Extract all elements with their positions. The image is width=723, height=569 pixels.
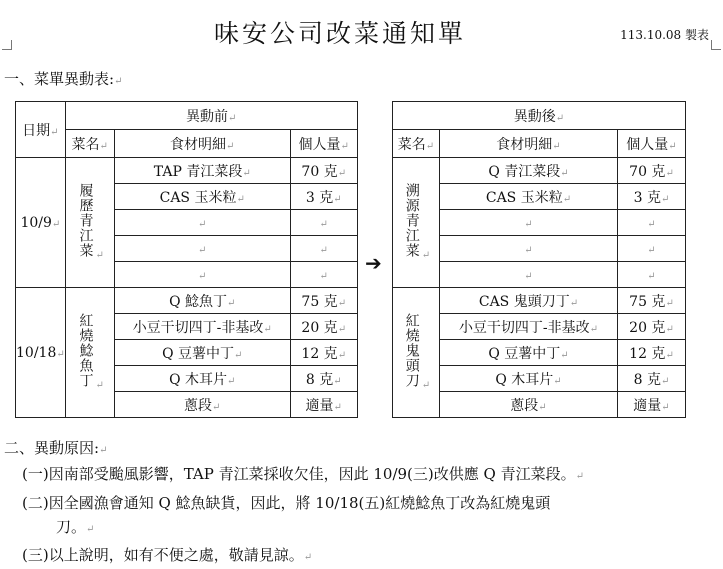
paragraph-mark-icon: ↵ xyxy=(263,323,272,335)
date-cell-text: 10/9 xyxy=(20,214,52,231)
portion-cell-text: 3 克 xyxy=(633,189,661,206)
ingredient-cell xyxy=(440,210,618,236)
ingredient-cell xyxy=(440,184,618,210)
portion-cell xyxy=(290,392,357,418)
portion-cell xyxy=(290,236,357,262)
portion-cell xyxy=(618,340,686,366)
ingredient-cell-text: Q 鯰魚丁 xyxy=(169,293,228,310)
paragraph-mark-icon: ↵ xyxy=(562,193,572,205)
ingredient-cell xyxy=(440,236,618,262)
ingredients-header-cell-text: 食材明細 xyxy=(170,136,227,153)
ingredient-cell-text: TAP 青江菜段 xyxy=(153,163,243,180)
portion-cell-text: 20 克 xyxy=(629,319,666,336)
ingredient-cell-text: Q 豆薯中丁 xyxy=(162,345,235,362)
ingredient-cell-text: CAS 玉米粒 xyxy=(485,189,563,206)
paragraph-mark-icon: ↵ xyxy=(661,401,670,413)
ingredient-cell xyxy=(440,288,618,314)
date-header-cell-text: 日期 xyxy=(22,122,51,139)
paragraph-mark-icon: ↵ xyxy=(569,297,579,309)
date-header-cell xyxy=(16,102,66,158)
paragraph-mark-icon: ↵ xyxy=(236,193,245,205)
before-label-cell xyxy=(65,102,357,130)
ingredient-cell-text: 蔥段 xyxy=(510,397,539,414)
paragraph-mark-icon: ↵ xyxy=(198,218,207,230)
ingredient-cell-text: 蔥段 xyxy=(184,397,213,414)
portion-cell xyxy=(290,184,357,210)
paragraph-mark-icon: ↵ xyxy=(234,349,243,361)
paragraph-mark-icon: ↵ xyxy=(647,244,656,256)
paragraph-mark-icon: ↵ xyxy=(114,76,123,87)
paragraph-mark-icon: ↵ xyxy=(665,323,674,335)
menu-before-table xyxy=(15,101,358,418)
after-label-cell-text: 異動後 xyxy=(513,108,556,125)
reason-item-2-cont: 刀。↵ xyxy=(56,518,95,536)
before-label-cell-text: 異動前 xyxy=(186,108,229,125)
paragraph-mark-icon: ↵ xyxy=(668,140,677,152)
table-row xyxy=(16,158,358,184)
paragraph-mark-icon: ↵ xyxy=(524,218,533,230)
date-cell-text: 10/18 xyxy=(16,344,57,361)
paragraph-mark-icon: ↵ xyxy=(95,250,104,261)
portion-cell xyxy=(290,340,357,366)
right-arrow-icon: ➔ xyxy=(365,251,382,275)
portion-cell xyxy=(290,158,357,184)
portion-cell xyxy=(290,288,357,314)
dish-cell xyxy=(65,158,114,288)
ingredient-cell xyxy=(114,210,290,236)
paragraph-mark-icon: ↵ xyxy=(337,297,347,309)
paragraph-mark-icon: ↵ xyxy=(86,524,95,535)
paragraph-mark-icon: ↵ xyxy=(51,218,61,230)
ingredient-cell xyxy=(114,314,290,340)
portion-cell xyxy=(618,158,686,184)
ingredient-cell-text: 小豆干切四丁-非基改 xyxy=(132,319,264,336)
paragraph-mark-icon: ↵ xyxy=(333,193,342,205)
portion-cell xyxy=(618,210,686,236)
table-row xyxy=(393,288,686,314)
paragraph-mark-icon: ↵ xyxy=(227,375,236,387)
portion-header-cell-text: 個人量 xyxy=(626,136,669,153)
paragraph-mark-icon: ↵ xyxy=(333,375,342,387)
menu-after-table xyxy=(392,101,686,418)
portion-cell xyxy=(290,210,357,236)
ingredient-cell xyxy=(114,158,290,184)
paragraph-mark-icon: ↵ xyxy=(319,218,328,230)
reason-item-3: (三)以上說明，如有不便之處，敬請見諒。↵ xyxy=(22,546,313,564)
paragraph-mark-icon: ↵ xyxy=(303,552,313,563)
table-row xyxy=(16,288,358,314)
ingredient-cell-text: Q 豆薯中丁 xyxy=(488,345,561,362)
paragraph-mark-icon: ↵ xyxy=(337,323,347,335)
ingredient-cell xyxy=(440,158,618,184)
ingredients-header-cell xyxy=(440,130,618,158)
portion-cell-text: 70 克 xyxy=(301,163,338,180)
paragraph-mark-icon: ↵ xyxy=(575,471,584,482)
paragraph-mark-icon: ↵ xyxy=(242,167,251,179)
paragraph-mark-icon: ↵ xyxy=(555,112,565,124)
ingredient-cell-text: 小豆干切四丁-非基改 xyxy=(458,319,590,336)
paragraph-mark-icon: ↵ xyxy=(198,270,207,282)
ingredient-cell xyxy=(114,236,290,262)
paragraph-mark-icon: ↵ xyxy=(665,349,674,361)
portion-cell xyxy=(618,288,686,314)
paragraph-mark-icon: ↵ xyxy=(337,167,347,179)
portion-cell-text: 75 克 xyxy=(301,293,338,310)
ingredient-cell-text: Q 青江菜段 xyxy=(488,163,561,180)
paragraph-mark-icon: ↵ xyxy=(421,380,431,391)
ingredient-cell-text: CAS 鬼頭刀丁 xyxy=(478,293,570,310)
paragraph-mark-icon: ↵ xyxy=(660,193,670,205)
dish-header-cell-text: 菜名 xyxy=(397,136,426,153)
paragraph-mark-icon: ↵ xyxy=(50,126,59,138)
portion-cell xyxy=(618,184,686,210)
paragraph-mark-icon: ↵ xyxy=(553,375,562,387)
ingredient-cell xyxy=(114,392,290,418)
ingredient-cell xyxy=(114,184,290,210)
paragraph-mark-icon: ↵ xyxy=(226,140,235,152)
portion-cell xyxy=(290,314,357,340)
ingredient-cell-text: Q 木耳片 xyxy=(169,371,228,388)
portion-cell xyxy=(618,392,686,418)
ingredient-cell-text: CAS 玉米粒 xyxy=(159,189,237,206)
paragraph-mark-icon: ↵ xyxy=(560,349,569,361)
ingredient-cell xyxy=(440,262,618,288)
ingredient-cell xyxy=(440,340,618,366)
dish-header-cell xyxy=(65,130,114,158)
ingredient-cell xyxy=(114,340,290,366)
paragraph-mark-icon: ↵ xyxy=(228,112,237,124)
portion-cell-text: 70 克 xyxy=(629,163,666,180)
portion-header-cell xyxy=(290,130,357,158)
portion-cell xyxy=(618,314,686,340)
paragraph-mark-icon: ↵ xyxy=(538,401,547,413)
paragraph-mark-icon: ↵ xyxy=(647,270,656,282)
paragraph-mark-icon: ↵ xyxy=(99,140,108,152)
table-row xyxy=(393,158,686,184)
section1-heading: 一、菜單異動表:↵ xyxy=(4,70,123,88)
paragraph-mark-icon: ↵ xyxy=(340,140,349,152)
ingredient-cell xyxy=(440,314,618,340)
paragraph-mark-icon: ↵ xyxy=(524,244,533,256)
paragraph-mark-icon: ↵ xyxy=(660,375,670,387)
paragraph-mark-icon: ↵ xyxy=(589,323,599,335)
dish-cell-text: 紅燒鯰魚丁 xyxy=(77,313,94,388)
paragraph-mark-icon: ↵ xyxy=(425,140,435,152)
portion-cell xyxy=(290,262,357,288)
portion-cell xyxy=(290,366,357,392)
dish-cell xyxy=(393,288,440,418)
dish-cell xyxy=(65,288,114,418)
paragraph-mark-icon: ↵ xyxy=(421,250,431,261)
ingredient-cell xyxy=(440,392,618,418)
section2-heading: 二、異動原因:↵ xyxy=(4,439,108,457)
portion-cell-text: 12 克 xyxy=(301,345,338,362)
paragraph-mark-icon: ↵ xyxy=(227,297,236,309)
after-label-cell xyxy=(393,102,686,130)
ingredients-header-cell-text: 食材明細 xyxy=(496,136,553,153)
paragraph-mark-icon: ↵ xyxy=(337,349,347,361)
portion-cell-text: 8 克 xyxy=(305,371,334,388)
paragraph-mark-icon: ↵ xyxy=(319,244,328,256)
ingredient-cell xyxy=(440,366,618,392)
portion-cell-text: 適量 xyxy=(633,397,662,414)
portion-cell xyxy=(618,236,686,262)
portion-header-cell-text: 個人量 xyxy=(298,136,341,153)
paragraph-mark-icon: ↵ xyxy=(647,218,656,230)
portion-header-cell xyxy=(618,130,686,158)
paragraph-mark-icon: ↵ xyxy=(552,140,561,152)
date-cell xyxy=(16,288,66,418)
dish-cell-text: 紅燒鬼頭刀 xyxy=(403,313,420,388)
ingredient-cell xyxy=(114,262,290,288)
ingredient-cell-text: Q 木耳片 xyxy=(495,371,554,388)
reason-item-1: (一)因南部受颱風影響，TAP 青江菜採收欠佳，因此 10/9(三)改供應 Q 青江菜段。↵ xyxy=(22,465,584,483)
dish-cell-text: 溯源青江菜 xyxy=(403,183,420,258)
portion-cell-text: 適量 xyxy=(305,397,334,414)
dish-cell xyxy=(393,158,440,288)
portion-cell-text: 12 克 xyxy=(629,345,666,362)
paragraph-mark-icon: ↵ xyxy=(665,167,674,179)
paragraph-mark-icon: ↵ xyxy=(333,401,342,413)
dish-header-cell-text: 菜名 xyxy=(71,136,100,153)
portion-cell-text: 75 克 xyxy=(629,293,666,310)
dish-cell-text: 履歷青江菜 xyxy=(77,183,94,258)
portion-cell xyxy=(618,262,686,288)
paragraph-mark-icon: ↵ xyxy=(212,401,221,413)
paragraph-mark-icon: ↵ xyxy=(198,244,207,256)
paragraph-mark-icon: ↵ xyxy=(99,445,108,456)
portion-cell-text: 3 克 xyxy=(305,189,334,206)
portion-cell-text: 8 克 xyxy=(633,371,661,388)
ingredient-cell xyxy=(114,366,290,392)
ingredients-header-cell xyxy=(114,130,290,158)
reason-item-2: (二)因全國漁會通知 Q 鯰魚缺貨，因此，將 10/18(五)紅燒鯰魚丁改為紅燒鬼頭 xyxy=(22,494,551,512)
ingredient-cell xyxy=(114,288,290,314)
paragraph-mark-icon: ↵ xyxy=(319,270,328,282)
date-cell xyxy=(16,158,66,288)
document-title: 味安公司改菜通知單 xyxy=(213,19,466,48)
paragraph-mark-icon: ↵ xyxy=(95,380,104,391)
paragraph-mark-icon: ↵ xyxy=(665,297,674,309)
paragraph-mark-icon: ↵ xyxy=(560,167,569,179)
paragraph-mark-icon: ↵ xyxy=(524,270,533,282)
portion-cell-text: 20 克 xyxy=(301,319,338,336)
paragraph-mark-icon: ↵ xyxy=(56,348,65,360)
dish-header-cell xyxy=(393,130,440,158)
margin-corner-right xyxy=(711,40,721,50)
document-date: 113.10.08 製表 xyxy=(620,28,709,42)
portion-cell xyxy=(618,366,686,392)
